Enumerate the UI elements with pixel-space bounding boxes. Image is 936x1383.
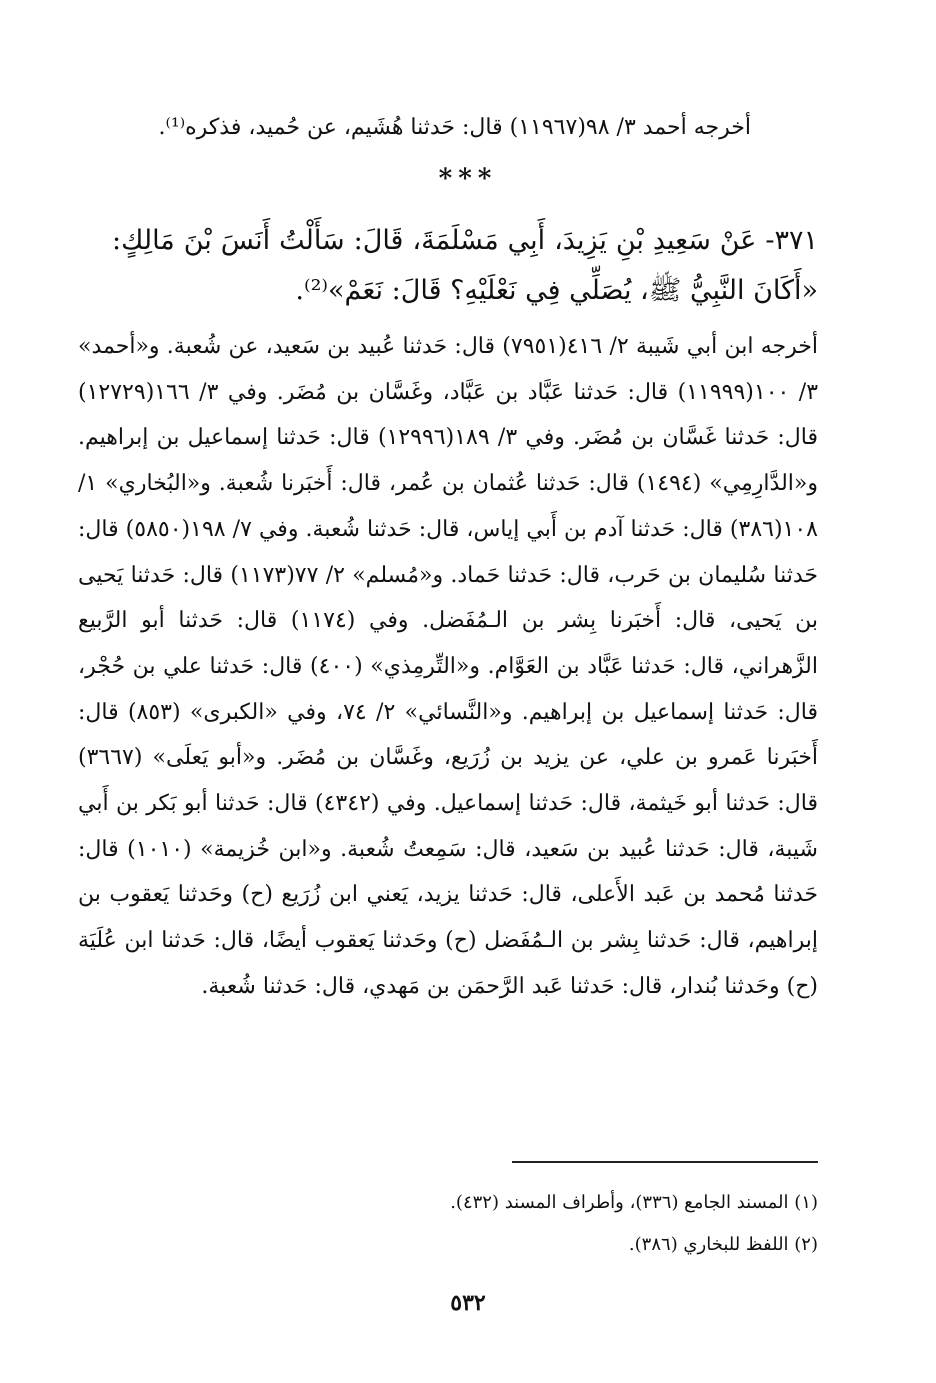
section-separator: *** [438, 164, 498, 194]
hadith-text: ٣٧١- عَنْ سَعِيدِ بْنِ يَزِيدَ، أَبِي مَسْلَمَةَ، قَالَ: سَأَلْتُ أَنَسَ بْنَ مَالِكٍ: «أَكَانَ النَّبِيُّ ﷺ، يُصَلِّي فِي نَعْلَيْهِ؟ قَالَ: نَعَمْ»⁽²⁾. [112, 225, 818, 306]
footnotes [300, 1182, 818, 1266]
footnote-2: (٢) اللفظ للبخاري (٣٨٦). [628, 1234, 818, 1255]
intro-paragraph: أخرجه أحمد ٣/ ٩٨(١١٩٦٧) قال: حَدثنا هُشَيم، عن حُميد، فذكره⁽¹⁾. [158, 115, 751, 140]
footnote-divider [512, 1161, 818, 1163]
page-number: ٥٣٢ [450, 1290, 486, 1316]
footnote-1: (١) المسند الجامع (٣٣٦)، وأطراف المسند (٤٣٢). [450, 1192, 818, 1213]
takhrij-paragraph: أخرجه ابن أبي شَيبة ٢/ ٤١٦(٧٩٥١) قال: حَدثنا عُبيد بن سَعيد، عن شُعبة. و«أحمد» ٣/ ١٠٠(١١٩٩٩) قال: حَدثنا عَبَّاد بن عَبَّاد، وغَسَّان بن مُضَر. وفي ٣/ ١٦٦(١٢٧٢٩) قال: حَدثنا غَسَّان بن مُضَر. وفي ٣/ ١٨٩(١٢٩٩٦) قال: حَدثنا إسماعيل بن إبراهيم. و«الدَّارِمِي» (١٤٩٤) قال: حَدثنا عُثمان بن عُمر، قال: أَخبَرنا شُعبة. و«البُخاري» ١/ ١٠٨(٣٨٦) قال: حَدثنا آدم بن أَبي إياس، قال: حَدثنا شُعبة. وفي ٧/ ١٩٨(٥٨٥٠) قال: حَدثنا سُليمان بن حَرب، قال: حَدثنا حَماد. و«مُسلم» ٢/ ٧٧(١١٧٣) قال: حَدثنا يَحيى بن يَحيى، قال: أَخبَرنا بِشر بن الـمُفَضل. وفي (١١٧٤) قال: حَدثنا أبو الرَّبيع الزَّهراني، قال: حَدثنا عَبَّاد بن العَوَّام. و«التِّرمِذي» (٤٠٠) قال: حَدثنا علي بن حُجْر، قال: حَدثنا إسماعيل بن إبراهيم. و«النَّسائي» ٢/ ٧٤، وفي «الكبرى» (٨٥٣) قال: أَخبَرنا عَمرو بن علي، عن يزيد بن زُرَيع، وغَسَّان بن مُضَر. و«أبو يَعلَى» (٣٦٦٧) قال: حَدثنا أبو خَيثمة، قال: حَدثنا إسماعيل. وفي (٤٣٤٢) قال: حَدثنا أبو بَكر بن أَبي شَيبة، قال: حَدثنا عُبيد بن سَعيد، قال: سَمِعتُ شُعبة. و«ابن خُزيمة» (١٠١٠) قال: حَدثنا مُحمد بن عَبد الأَعلى، قال: حَدثنا يزيد، يَعني ابن زُرَيع (ح) وحَدثنا يَعقوب بن إبراهيم، قال: حَدثنا بِشر بن الـمُفَضل (ح) وحَدثنا يَعقوب أيضًا، قال: حَدثنا ابن عُلَيَة (ح) وحَدثنا بُندار، قال: حَدثنا عَبد الرَّحمَن بن مَهدي، قال: حَدثنا شُعبة. [78, 334, 819, 999]
